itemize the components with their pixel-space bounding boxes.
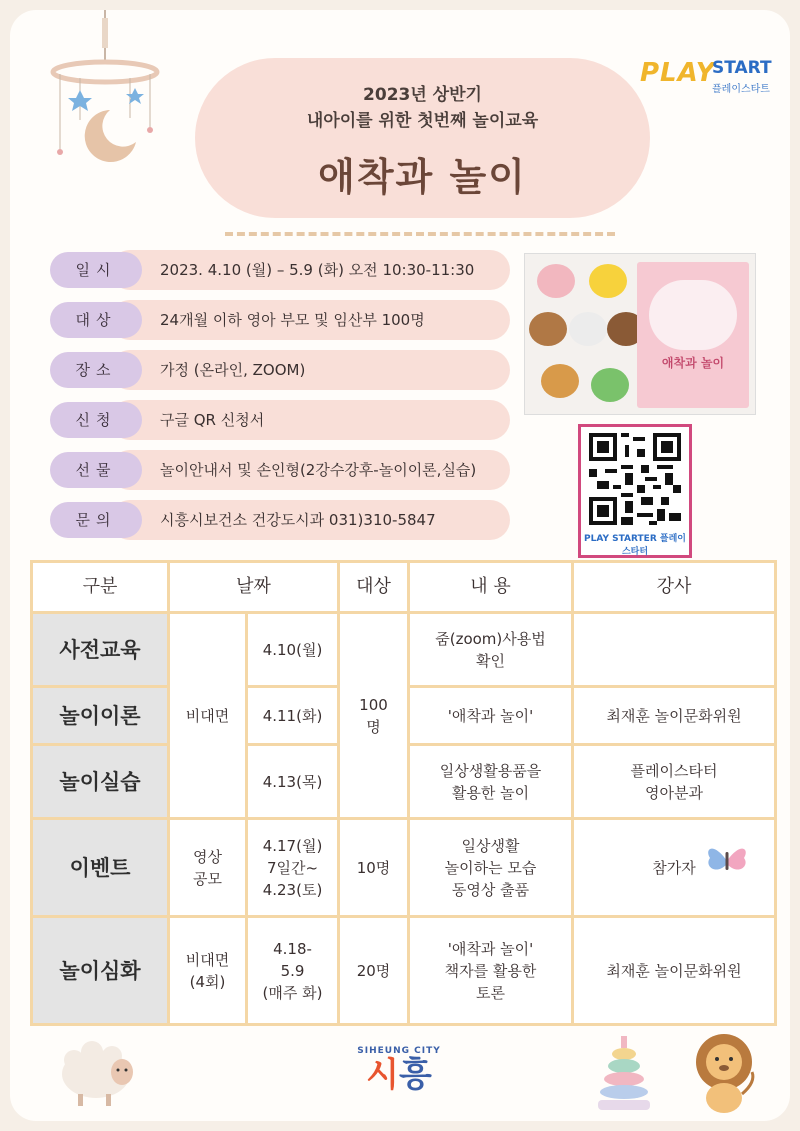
lion-icon: [686, 1032, 762, 1114]
header-teacher: 강사: [573, 562, 776, 613]
header-date: 날짜: [169, 562, 339, 613]
row-category: 사전교육: [32, 613, 169, 687]
row-teacher: 참가자: [573, 819, 776, 917]
logo-start-text: START: [712, 58, 772, 78]
row-category: 놀이실습: [32, 745, 169, 819]
row-method: 비대면: [169, 613, 247, 819]
table-row: [32, 917, 776, 1025]
info-value: 놀이안내서 및 손인형(2강수강후-놀이이론,실습): [160, 461, 477, 479]
city-name-en: SIHEUNG CITY: [357, 1046, 441, 1056]
sheep-icon: [58, 1038, 140, 1108]
info-label: 일시: [50, 252, 142, 288]
baby-mobile-icon: [40, 10, 170, 170]
row-teacher: [573, 613, 776, 687]
row-teacher: 플레이스타터 영아분과: [573, 745, 776, 819]
pig-puppet-icon: [537, 264, 575, 298]
product-photo: [524, 253, 756, 415]
row-content: 일상생활 놀이하는 모습 동영상 출품: [409, 819, 573, 917]
table-header-row: [32, 562, 776, 613]
row-category: 이벤트: [32, 819, 169, 917]
row-date: 4.11(화): [247, 687, 339, 745]
header-subtitle-year: 2023년 상반기: [363, 85, 482, 105]
row-content: '애착과 놀이': [409, 687, 573, 745]
tiger-puppet-icon: [541, 364, 579, 398]
qr-code-icon: [589, 433, 681, 525]
city-name-ko: [334, 1056, 464, 1094]
info-value: 24개월 이하 영아 부모 및 임산부 100명: [160, 311, 425, 329]
header-target: 대상: [339, 562, 409, 613]
qr-code[interactable]: [578, 424, 692, 558]
duck-puppet-icon: [589, 264, 627, 298]
row-content: 일상생활용품을 활용한 놀이: [409, 745, 573, 819]
row-date: 4.18- 5.9 (매주 화): [247, 917, 339, 1025]
info-label: 신청: [50, 402, 142, 438]
row-method: 비대면 (4회): [169, 917, 247, 1025]
siheung-city-logo: [334, 1046, 464, 1094]
guide-book: [637, 262, 749, 408]
row-content: '애착과 놀이' 책자를 활용한 토론: [409, 917, 573, 1025]
city-name-ko-first: 시: [366, 1055, 399, 1095]
qr-label: PLAY STARTER 플레이스타터: [584, 534, 686, 557]
info-value: 2023. 4.10 (월) – 5.9 (화) 오전 10:30-11:30: [160, 261, 475, 279]
page-title: 애착과 놀이: [318, 155, 527, 199]
info-label: 장소: [50, 352, 142, 388]
logo-play-text: PLAY: [640, 58, 716, 88]
row-method: 영상 공모: [169, 819, 247, 917]
row-teacher: 최재훈 놀이문화위원: [573, 687, 776, 745]
poster: [10, 10, 790, 1121]
info-label: 대상: [50, 302, 142, 338]
ring-stacker-icon: [596, 1036, 652, 1112]
info-value: 시흥시보건소 건강도시과 031)310-5847: [160, 511, 436, 529]
divider: [225, 232, 615, 236]
row-date: 4.17(월) 7일간~ 4.23(토): [247, 819, 339, 917]
logo-sub-text: 플레이스타트: [712, 84, 770, 95]
info-value: 가정 (온라인, ZOOM): [160, 361, 306, 379]
header-subtitle: 내아이를 위한 첫번째 놀이교육: [306, 111, 539, 131]
row-target: 10명: [339, 819, 409, 917]
book-title: 애착과 놀이: [661, 356, 725, 370]
header-banner: [195, 58, 650, 218]
row-target: 100 명: [339, 613, 409, 819]
butterfly-icon: [704, 842, 750, 880]
info-label: 선물: [50, 452, 142, 488]
schedule-table: [30, 560, 777, 1026]
row-teacher: 최재훈 놀이문화위원: [573, 917, 776, 1025]
table-row: [32, 819, 776, 917]
header-category: 구분: [32, 562, 169, 613]
row-date: 4.13(목): [247, 745, 339, 819]
row-category: 놀이심화: [32, 917, 169, 1025]
row-date: 4.10(월): [247, 613, 339, 687]
playstart-logo: [640, 56, 780, 116]
dog-puppet-icon: [529, 312, 567, 346]
header-content: 내 용: [409, 562, 573, 613]
turtle-puppet-icon: [591, 368, 629, 402]
info-value: 구글 QR 신청서: [160, 411, 265, 429]
table-row: [32, 613, 776, 687]
row-target: 20명: [339, 917, 409, 1025]
info-label: 문의: [50, 502, 142, 538]
city-name-ko-second: 흥: [399, 1055, 432, 1095]
row-content: 줌(zoom)사용법 확인: [409, 613, 573, 687]
row-category: 놀이이론: [32, 687, 169, 745]
sheep-puppet-icon: [569, 312, 607, 346]
